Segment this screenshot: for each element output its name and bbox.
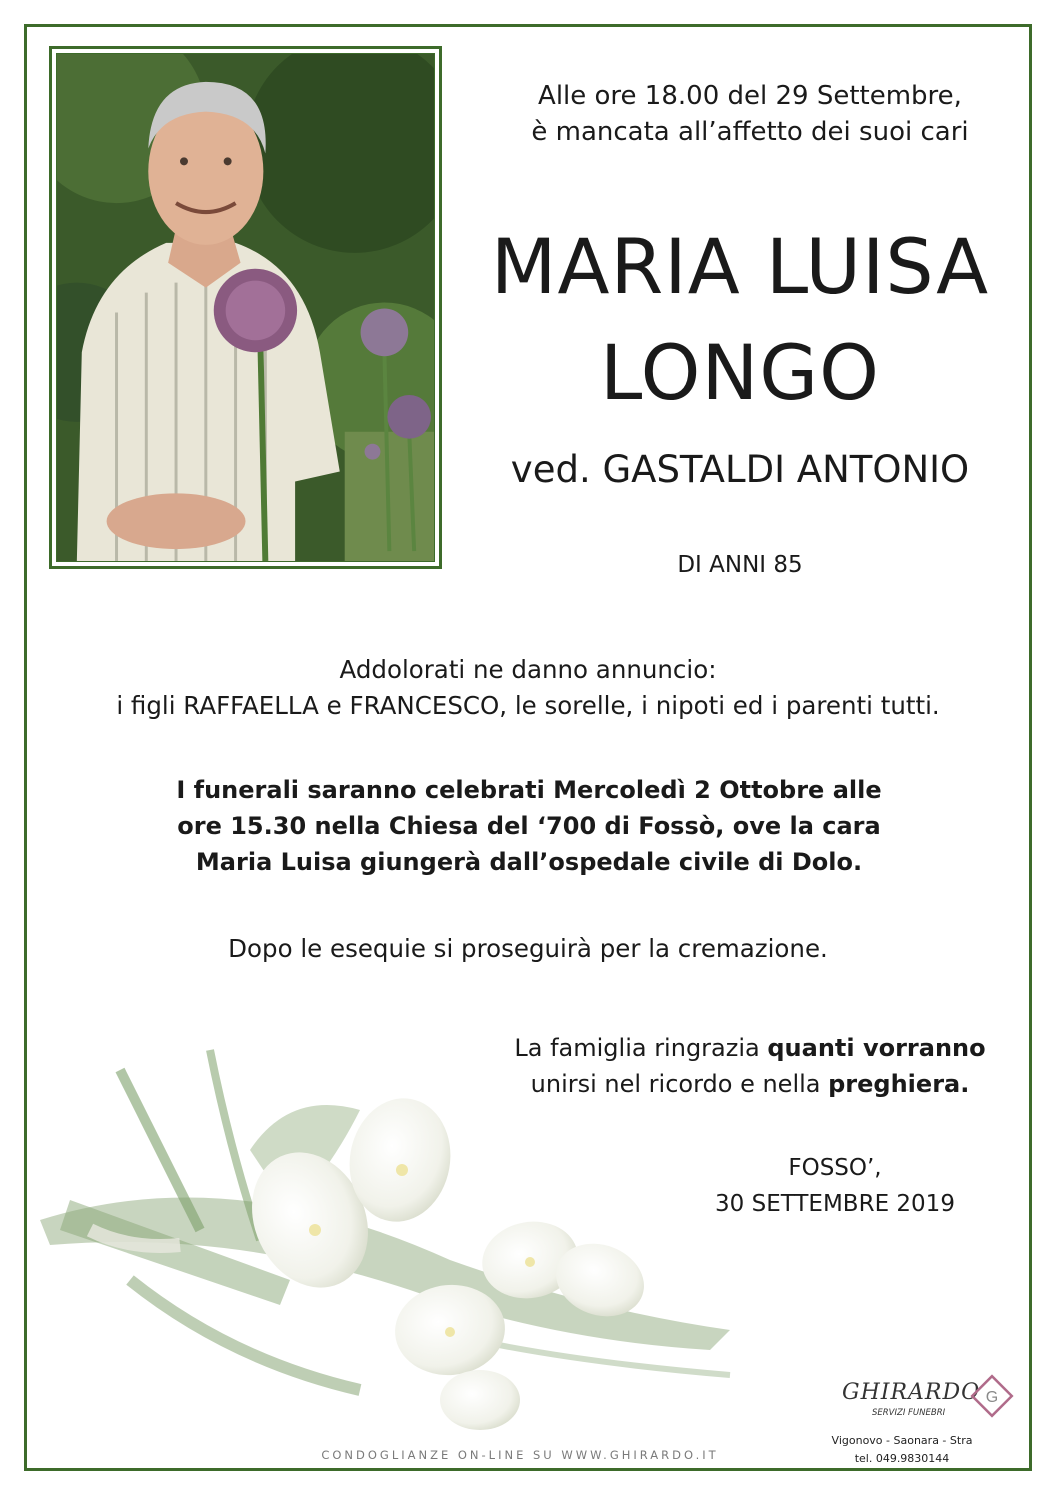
portrait-photo (56, 53, 435, 562)
cremation-note: Dopo le esequie si proseguirà per la cremazione. (228, 934, 828, 963)
thanks-line-2 (490, 1066, 1010, 1102)
place-date: 30 SETTEMBRE 2019 (715, 1191, 955, 1217)
funeral-home-brand (812, 1372, 1022, 1472)
thanks-line-2-a: unirsi nel ricordo e nella (530, 1070, 829, 1098)
death-notice-intro (470, 78, 1030, 150)
thanks-line-1-a: La famiglia ringrazia (514, 1034, 768, 1062)
intro-line-2: è mancata all’affetto dei suoi cari (531, 117, 969, 147)
portrait-image (57, 54, 434, 561)
funeral-line-3: Maria Luisa giungerà dall’ospedale civile di Dolo. (195, 848, 863, 876)
brand-name: GHIRARDO (842, 1380, 981, 1405)
brand-logo-letter: G (985, 1389, 999, 1406)
place-town: FOSSO’, (788, 1155, 882, 1181)
family-thanks (490, 1030, 1010, 1102)
announcement-line-2: i figli RAFFAELLA e FRANCESCO, le sorelle, i nipoti ed i parenti tutti. (116, 691, 940, 720)
thanks-line-2-b: preghiera. (828, 1070, 970, 1098)
funeral-line-2: ore 15.30 nella Chiesa del ‘700 di Fossò, ove la cara (177, 812, 881, 840)
brand-phone: tel. 049.9830144 (854, 1452, 950, 1465)
intro-line-1: Alle ore 18.00 del 29 Settembre, (538, 81, 962, 111)
funeral-details (0, 772, 1058, 880)
funeral-line-1: I funerali saranno celebrati Mercoledì 2 Ottobre alle (176, 776, 882, 804)
deceased-last-name: LONGO (599, 328, 881, 417)
brand-locations: Vigonovo - Saonara - Stra (831, 1434, 973, 1447)
online-condolences-link[interactable]: CONDOGLIANZE ON-LINE SU WWW.GHIRARDO.IT (321, 1448, 719, 1462)
announcement (24, 652, 1032, 724)
age: DI ANNI 85 (677, 552, 803, 578)
brand-diamond-logo-icon (970, 1374, 1014, 1418)
widow-of: ved. GASTALDI ANTONIO (510, 448, 970, 491)
deceased-first-name: MARIA LUISA (490, 222, 990, 311)
announcement-line-1: Addolorati ne danno annuncio: (339, 655, 717, 684)
thanks-line-1-b: quanti vorranno (767, 1034, 986, 1062)
place-and-date (690, 1150, 980, 1222)
portrait-photo-frame (49, 46, 442, 569)
thanks-line-1 (490, 1030, 1010, 1066)
brand-subtitle: SERVIZI FUNEBRI (872, 1408, 946, 1418)
